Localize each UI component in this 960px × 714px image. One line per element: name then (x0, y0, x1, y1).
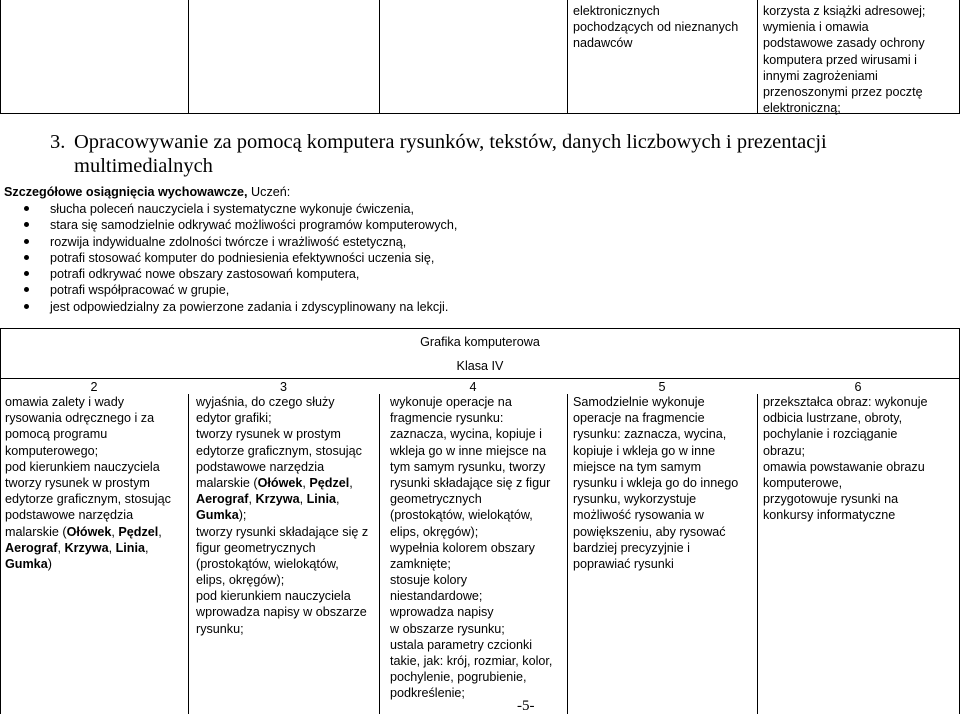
cell-text: , (108, 540, 116, 555)
cell-text: pochylanie i rozciąganie (763, 427, 898, 442)
cell-text: zaznacza, wycina, kopiuje i (390, 427, 542, 442)
cell-line (5, 443, 171, 459)
cell-line (5, 475, 171, 491)
cell-line (196, 524, 368, 540)
cell-line (573, 443, 738, 459)
cell-line (573, 475, 738, 491)
cell-text: konkursy informatyczne (763, 508, 896, 523)
cell-line: korzysta z książki adresowej; (763, 4, 926, 18)
cell-text: wypełnia kolorem obszary (390, 540, 535, 555)
cell-line (5, 426, 171, 442)
tool-name: Pędzel (309, 475, 350, 490)
cell-line (763, 426, 928, 442)
cell-line (196, 540, 368, 556)
cell-text: ustala parametry czcionki (390, 637, 533, 652)
cell-line (573, 410, 738, 426)
cell-line (5, 556, 171, 572)
cell-line (573, 426, 738, 442)
cell-text: wyjaśnia, do czego służy (196, 395, 335, 409)
grade-header-2: 2 (90, 380, 98, 394)
list-item-text: potrafi odkrywać nowe obszary zastosowań komputera, (50, 267, 360, 282)
cell-line (196, 410, 368, 426)
cell-text: tworzy rysunek w prostym (196, 427, 341, 442)
section-title-line2: multimedialnych (74, 155, 213, 177)
requirements-grade-6 (763, 394, 928, 524)
cell-line: nadawców (573, 36, 633, 51)
cell-line (573, 491, 738, 507)
list-item-text: słucha poleceń nauczyciela i systematyczne wykonuje ćwiczenia, (50, 202, 414, 216)
cell-line (196, 604, 368, 620)
cell-text: (prostokątów, wielokątów, (390, 508, 533, 523)
list-item (22, 299, 457, 315)
list-item-text: potrafi współpracować w grupie, (50, 283, 230, 298)
bullet-icon (24, 271, 29, 276)
cell-line: podstawowe zasady ochrony (763, 36, 925, 51)
cell-text: edytorze graficznym, stosując (196, 443, 362, 458)
cell-text: ); (238, 508, 247, 523)
cell-text: , (349, 475, 353, 490)
cell-line (390, 637, 552, 653)
cell-text: tworzy rysunki składające się z (196, 524, 369, 539)
tool-name: Pędzel (118, 524, 159, 539)
list-item (22, 201, 457, 217)
cell-line (5, 410, 171, 426)
grade-header-3: 3 (279, 380, 287, 394)
cell-text: edytorze graficznym, stosując (5, 492, 171, 507)
cell-text: komputerowe, (763, 475, 843, 490)
table-border (757, 0, 758, 114)
cell-text: , (248, 492, 256, 507)
cell-text: rysunku: zaznacza, wycina, (573, 427, 727, 442)
table-border (379, 394, 380, 714)
cell-text: geometrycznych (390, 492, 482, 507)
cell-line: elektroniczną; (763, 101, 841, 116)
cell-text: wprowadza napisy w obszarze (196, 605, 367, 620)
list-item (22, 282, 457, 298)
cell-text: wykonuje operacje na (390, 395, 512, 409)
cell-text: figur geometrycznych (196, 540, 316, 555)
cell-text: miejsce na tym samym (573, 459, 702, 474)
achievements-list (22, 201, 457, 315)
cell-text: obrazu; (763, 443, 806, 458)
tool-name: Krzywa (64, 540, 109, 555)
cell-line (390, 507, 552, 523)
list-item (22, 266, 457, 282)
cell-text: rysowania odręcznego i za (5, 411, 155, 426)
bullet-icon (24, 255, 29, 260)
cell-line (390, 410, 552, 426)
cell-text: rysunki składające się z figur (390, 475, 551, 490)
cell-text: fragmencie rysunku: (390, 411, 504, 426)
cell-text: , (302, 475, 310, 490)
cell-text: rysunku, wykorzystuje (573, 492, 697, 507)
cell-line (390, 491, 552, 507)
table-border (0, 0, 1, 114)
cell-text: omawia powstawanie obrazu (763, 459, 925, 474)
top-cell-grade-6 (763, 3, 953, 116)
table-border (188, 0, 189, 114)
cell-text: , (57, 540, 65, 555)
cell-text: przekształca obraz: wykonuje (763, 395, 928, 409)
previous-table-fragment (0, 0, 960, 114)
cell-line (196, 621, 368, 637)
cell-line (573, 459, 738, 475)
cell-text: niestandardowe; (390, 589, 483, 604)
cell-line (390, 459, 552, 475)
cell-text: poprawiać rysunki (573, 556, 674, 571)
cell-line (390, 621, 552, 637)
bullet-icon (24, 304, 29, 309)
bullet-icon (24, 287, 29, 292)
cell-line (5, 491, 171, 507)
cell-line (390, 475, 552, 491)
cell-line (390, 556, 552, 572)
cell-line (196, 459, 368, 475)
tool-name: Aerograf (196, 492, 249, 507)
cell-text: wkleja go w inne miejsce na (390, 443, 547, 458)
list-item-text: rozwija indywidualne zdolności twórcze i wrażliwość estetyczną, (50, 234, 407, 249)
top-cell-grade-5 (573, 3, 753, 52)
cell-text: omawia zalety i wady (5, 395, 124, 409)
cell-text: zamknięte; (390, 556, 451, 571)
table-border (0, 328, 960, 329)
cell-line (196, 394, 368, 410)
cell-text: pochylenie, pogrubienie, (390, 670, 527, 685)
cell-text: stosuje kolory (390, 573, 467, 588)
table-title: Grafika komputerowa (420, 335, 540, 349)
section-number: 3. (50, 131, 66, 153)
cell-line (763, 475, 928, 491)
cell-line (390, 588, 552, 604)
list-item-text: stara się samodzielnie odkrywać możliwości programów komputerowych, (50, 218, 458, 233)
cell-text: , (335, 492, 340, 507)
cell-line (763, 394, 928, 410)
table-border (379, 0, 380, 114)
cell-line (5, 394, 171, 410)
cell-text: elips, okręgów); (196, 573, 285, 588)
table-border (567, 0, 568, 114)
cell-line (5, 507, 171, 523)
grade-header-5: 5 (658, 380, 666, 394)
class-label: Klasa IV (456, 359, 504, 373)
list-item (22, 250, 457, 266)
tool-name: Ołówek (257, 475, 303, 490)
cell-line (196, 556, 368, 572)
cell-text: pomocą programu (5, 427, 108, 442)
tool-name: Linia (115, 540, 145, 555)
cell-text: , (144, 540, 149, 555)
cell-line (763, 459, 928, 475)
cell-line (573, 507, 738, 523)
cell-line (196, 443, 368, 459)
cell-text: malarskie ( (5, 524, 67, 539)
cell-text: , (158, 524, 162, 539)
cell-line: komputera przed wirusami i (763, 52, 917, 67)
cell-line (573, 524, 738, 540)
grade-header-6: 6 (854, 380, 862, 394)
cell-text: , (299, 492, 307, 507)
cell-line (573, 556, 738, 572)
cell-line (390, 604, 552, 620)
cell-text: powiększeniu, aby rysować (573, 524, 726, 539)
bullet-icon (24, 239, 29, 244)
cell-text: elips, okręgów); (390, 524, 479, 539)
cell-text: pod kierunkiem nauczyciela (5, 459, 160, 474)
requirements-grade-5 (573, 394, 738, 572)
cell-text: tym samym rysunku, tworzy (390, 459, 546, 474)
requirements-grade-2 (5, 394, 171, 572)
tool-name: Gumka (196, 508, 239, 523)
table-border (757, 394, 758, 714)
cell-text: podstawowe narzędzia (196, 459, 325, 474)
cell-text: podkreślenie; (390, 686, 465, 701)
cell-line (390, 394, 552, 410)
cell-text: w obszarze rysunku; (390, 621, 505, 636)
requirements-grade-4 (390, 394, 552, 702)
cell-line (5, 524, 171, 540)
cell-text: , (111, 524, 119, 539)
cell-text: malarskie ( (196, 475, 258, 490)
cell-line (5, 540, 171, 556)
cell-line (390, 426, 552, 442)
tool-name: Gumka (5, 556, 48, 571)
tool-name: Linia (306, 492, 336, 507)
bullet-icon (24, 206, 29, 211)
cell-line (390, 653, 552, 669)
cell-text: takie, jak: krój, rozmiar, kolor, (390, 654, 553, 668)
list-item-text: potrafi stosować komputer do podniesienia efektywności uczenia się, (50, 250, 435, 265)
bullet-icon (24, 222, 29, 227)
cell-text: kopiuje i wkleja go w inne (573, 443, 716, 458)
cell-line (763, 491, 928, 507)
cell-text: bardziej precyzyjnie i (573, 540, 690, 555)
cell-line (390, 572, 552, 588)
cell-line (763, 443, 928, 459)
cell-text: pod kierunkiem nauczyciela (196, 589, 351, 604)
cell-text: przygotowuje rysunki na (763, 492, 899, 507)
cell-line (196, 426, 368, 442)
subheading-rest: Uczeń: (247, 185, 291, 199)
list-item (22, 217, 457, 233)
table-border (567, 394, 568, 714)
section-title-line1: Opracowywanie za pomocą komputera rysunków, tekstów, danych liczbowych i prezentacji (74, 131, 827, 153)
cell-text: ) (47, 556, 52, 571)
cell-line (573, 394, 738, 410)
cell-text: edytor grafiki; (196, 411, 272, 426)
tool-name: Aerograf (5, 540, 58, 555)
cell-text: (prostokątów, wielokątów, (196, 556, 339, 571)
cell-line (573, 540, 738, 556)
cell-line (196, 507, 368, 523)
cell-line (5, 459, 171, 475)
cell-line (196, 588, 368, 604)
cell-line: pochodzących od nieznanych (573, 20, 739, 35)
cell-text: operacje na fragmencie (573, 411, 705, 426)
cell-text: Samodzielnie wykonuje (573, 395, 705, 409)
list-item-text: jest odpowiedzialny za powierzone zadania i zdyscyplinowany na lekcji. (50, 299, 449, 314)
tool-name: Krzywa (255, 492, 300, 507)
cell-text: odbicia lustrzane, obroty, (763, 411, 903, 426)
cell-text: możliwość rysowania w (573, 508, 704, 523)
cell-line (390, 540, 552, 556)
tool-name: Ołówek (66, 524, 112, 539)
cell-text: komputerowego; (5, 443, 99, 458)
section-heading (50, 130, 960, 178)
cell-text: wprowadza napisy (390, 605, 494, 620)
grade-header-4: 4 (469, 380, 477, 394)
achievements-subheading (4, 184, 290, 200)
table-border (188, 394, 189, 714)
cell-line: innymi zagrożeniami (763, 68, 878, 83)
cell-text: rysunku i wkleja go do innego (573, 475, 739, 490)
cell-line (390, 443, 552, 459)
cell-text: rysunku; (196, 621, 244, 636)
cell-line: wymienia i omawia (763, 20, 869, 35)
cell-line (390, 524, 552, 540)
list-item (22, 234, 457, 250)
cell-line (763, 507, 928, 523)
cell-line (196, 475, 368, 491)
cell-line (196, 572, 368, 588)
page-number: -5- (517, 698, 535, 714)
cell-line (196, 491, 368, 507)
cell-line (390, 669, 552, 685)
subheading-bold: Szczegółowe osiągnięcia wychowawcze, (4, 185, 248, 199)
cell-line: elektronicznych (573, 4, 660, 18)
cell-text: tworzy rysunek w prostym (5, 475, 150, 490)
requirements-grade-3 (196, 394, 368, 637)
cell-line: przenoszonymi przez pocztę (763, 85, 923, 100)
cell-line (763, 410, 928, 426)
cell-text: podstawowe narzędzia (5, 508, 134, 523)
